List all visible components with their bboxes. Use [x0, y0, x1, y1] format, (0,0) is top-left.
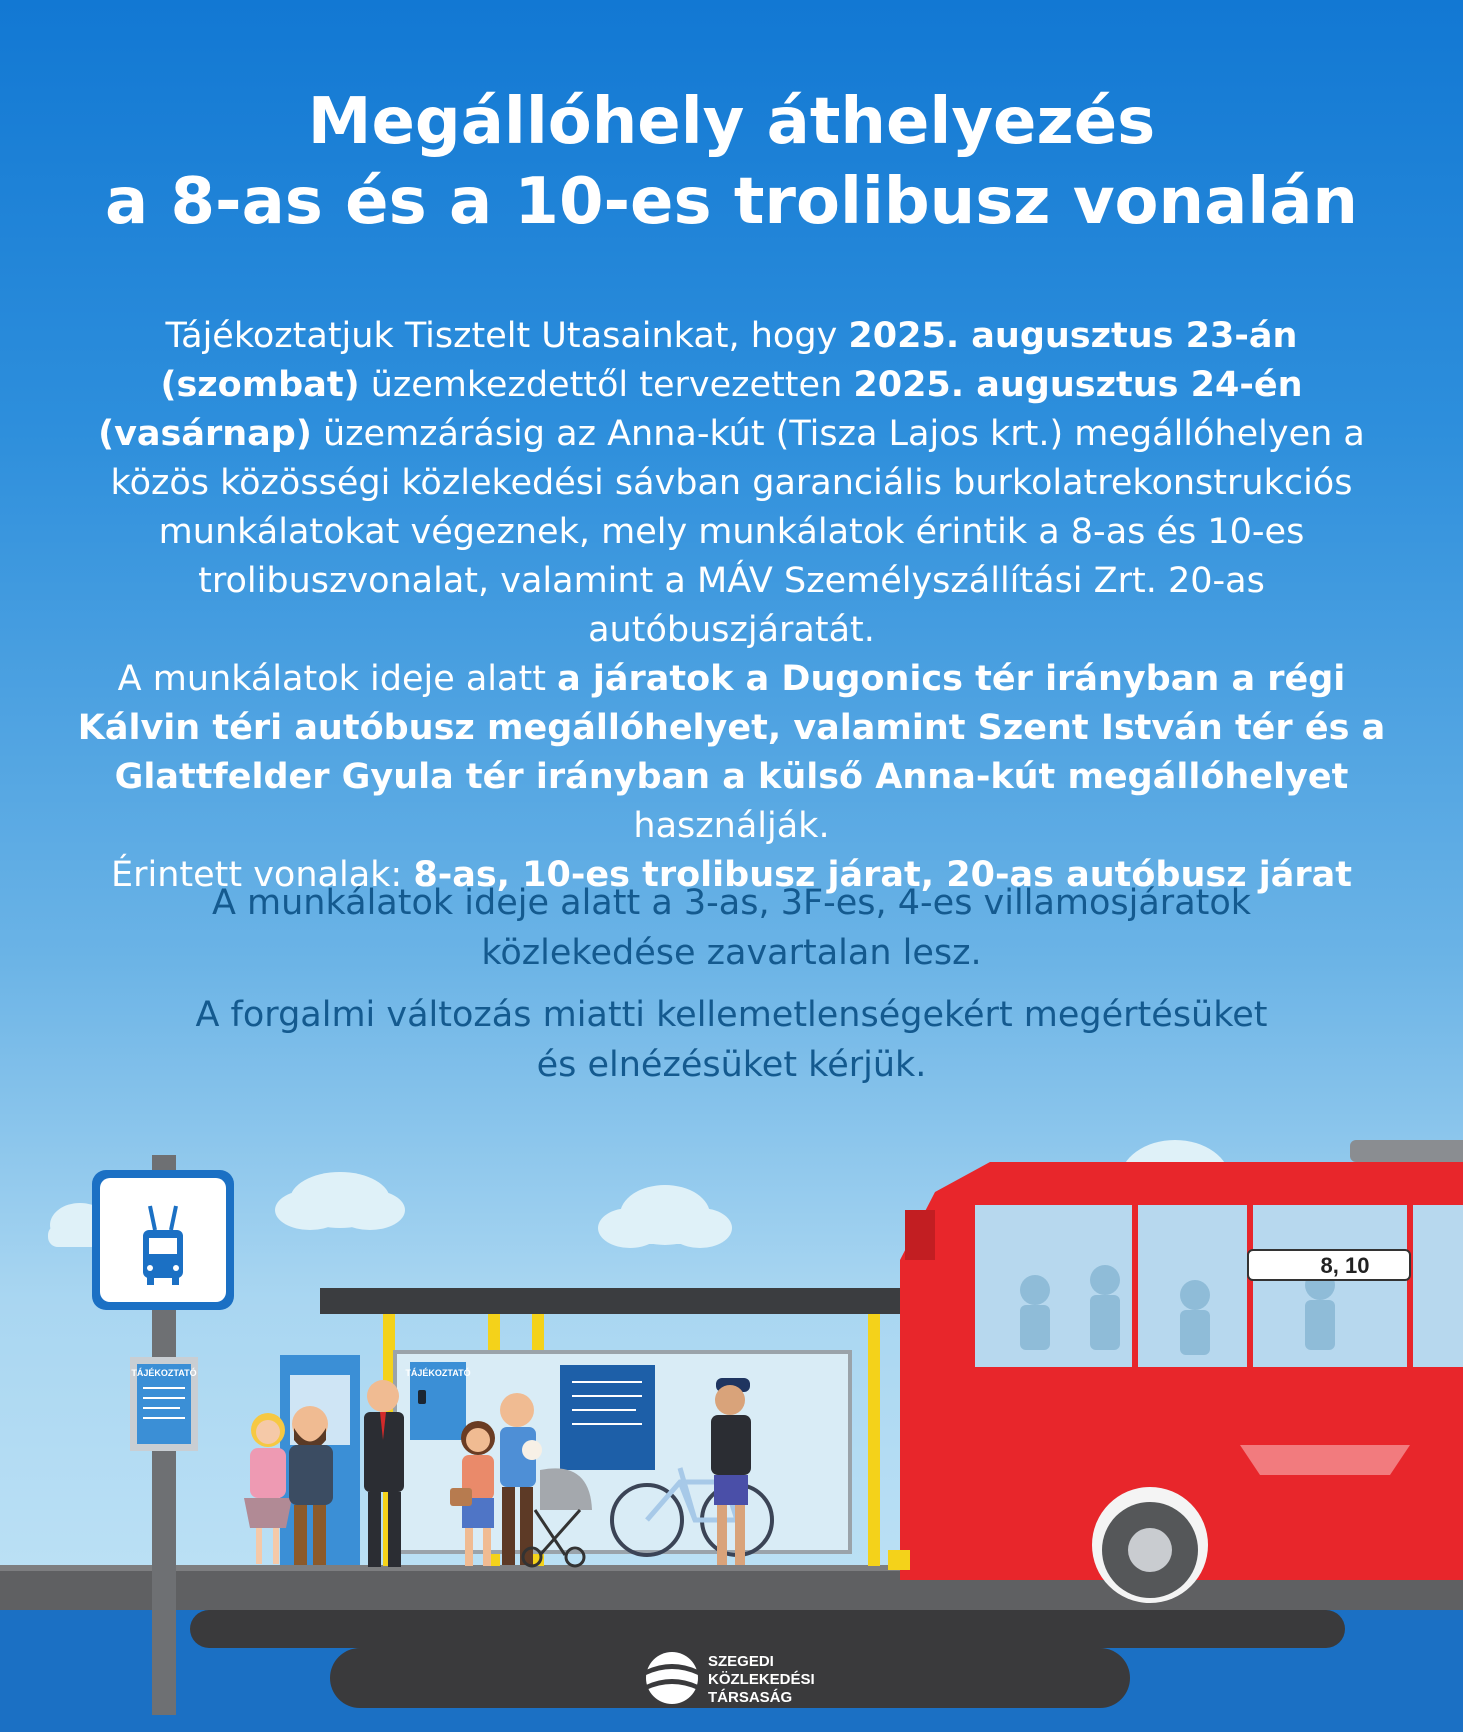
p1-start-date: 2025. augusztus 23-án (szombat) [160, 316, 1298, 405]
bus-front-light [888, 1550, 910, 1570]
tram-note [60, 878, 1403, 978]
tram-note-line-2: közlekedése zavartalan lesz. [481, 933, 982, 973]
info-board-title: TÁJÉKOZTATÓ [131, 1368, 197, 1378]
bus-roof-equipment [1350, 1140, 1463, 1162]
p2-detour-info: a járatok a Dugonics tér irányban a régi Kálvin téri autóbusz megállóhelyet, valamint Szent István tér és a Glattfelder Gyula tér irányban a külső Anna-kút megállóhelyet [77, 659, 1386, 797]
apology-line-1: A forgalmi változás miatti kellemetlenségekért megértésüket [195, 995, 1268, 1035]
affected-value: 8-as, 10-es trolibusz járat, 20-as autóbusz járat [413, 855, 1353, 895]
title-line-1: Megállóhely áthelyezés [307, 85, 1156, 159]
cloud [275, 1172, 405, 1230]
p1-text-3: üzemzárásig az Anna-kút (Tisza Lajos krt.) megállóhelyen a közös közösségi közlekedési sávban garanciális burkolatrekonstrukciós munkálatokat végeznek, mely munkálatok érintik a 8-as és 10-es trolibuszvonalat, valamint a MÁV Személyszállítási Zrt. 20-as autóbuszjáratát. [110, 414, 1365, 650]
szkt-logo-icon [646, 1652, 698, 1704]
notice-paragraph-2 [60, 655, 1403, 851]
p2-text-2: használják. [633, 806, 830, 846]
bus-route-number: 8, 10 [1320, 1253, 1370, 1278]
tram-note-line-1: A munkálatok ideje alatt a 3-as, 3F-es, 4-es villamosjáratok [211, 883, 1252, 923]
p1-text-1: Tájékoztatjuk Tisztelt Utasainkat, hogy [165, 316, 849, 356]
notice-paragraph-1 [60, 312, 1403, 655]
page-title [0, 82, 1463, 242]
road-band [190, 1610, 1345, 1648]
trolleybus [888, 1140, 1463, 1603]
title-line-2: a 8-as és a 10-es trolibusz vonalán [105, 165, 1358, 239]
apology-note [60, 990, 1403, 1090]
p2-text-1: A munkálatok ideje alatt [117, 659, 558, 699]
p1-end-date: 2025. augusztus 24-én (vasárnap) [98, 365, 1303, 454]
logo-line-2: KÖZLEKEDÉSI [708, 1671, 815, 1688]
logo-line-1: SZEGEDI [708, 1653, 774, 1670]
notice-body [60, 312, 1403, 900]
cloud [598, 1185, 732, 1248]
shelter-post [868, 1314, 880, 1566]
shelter-roof [320, 1288, 945, 1314]
affected-label: Érintett vonalak: [110, 855, 414, 895]
bus-wheel-hub [1128, 1528, 1172, 1572]
shelter-poster-title: TÁJÉKOZTATÓ [405, 1368, 471, 1378]
bus-mirror [905, 1210, 935, 1260]
bus-stop-illustration [0, 1110, 1463, 1732]
bus-side-panel [1240, 1445, 1410, 1475]
info-poster [560, 1365, 655, 1470]
apology-line-2: és elnézésüket kérjük. [536, 1045, 927, 1085]
logo-line-3: TÁRSASÁG [708, 1689, 793, 1706]
p1-text-2: üzemkezdettől tervezetten [359, 365, 854, 405]
